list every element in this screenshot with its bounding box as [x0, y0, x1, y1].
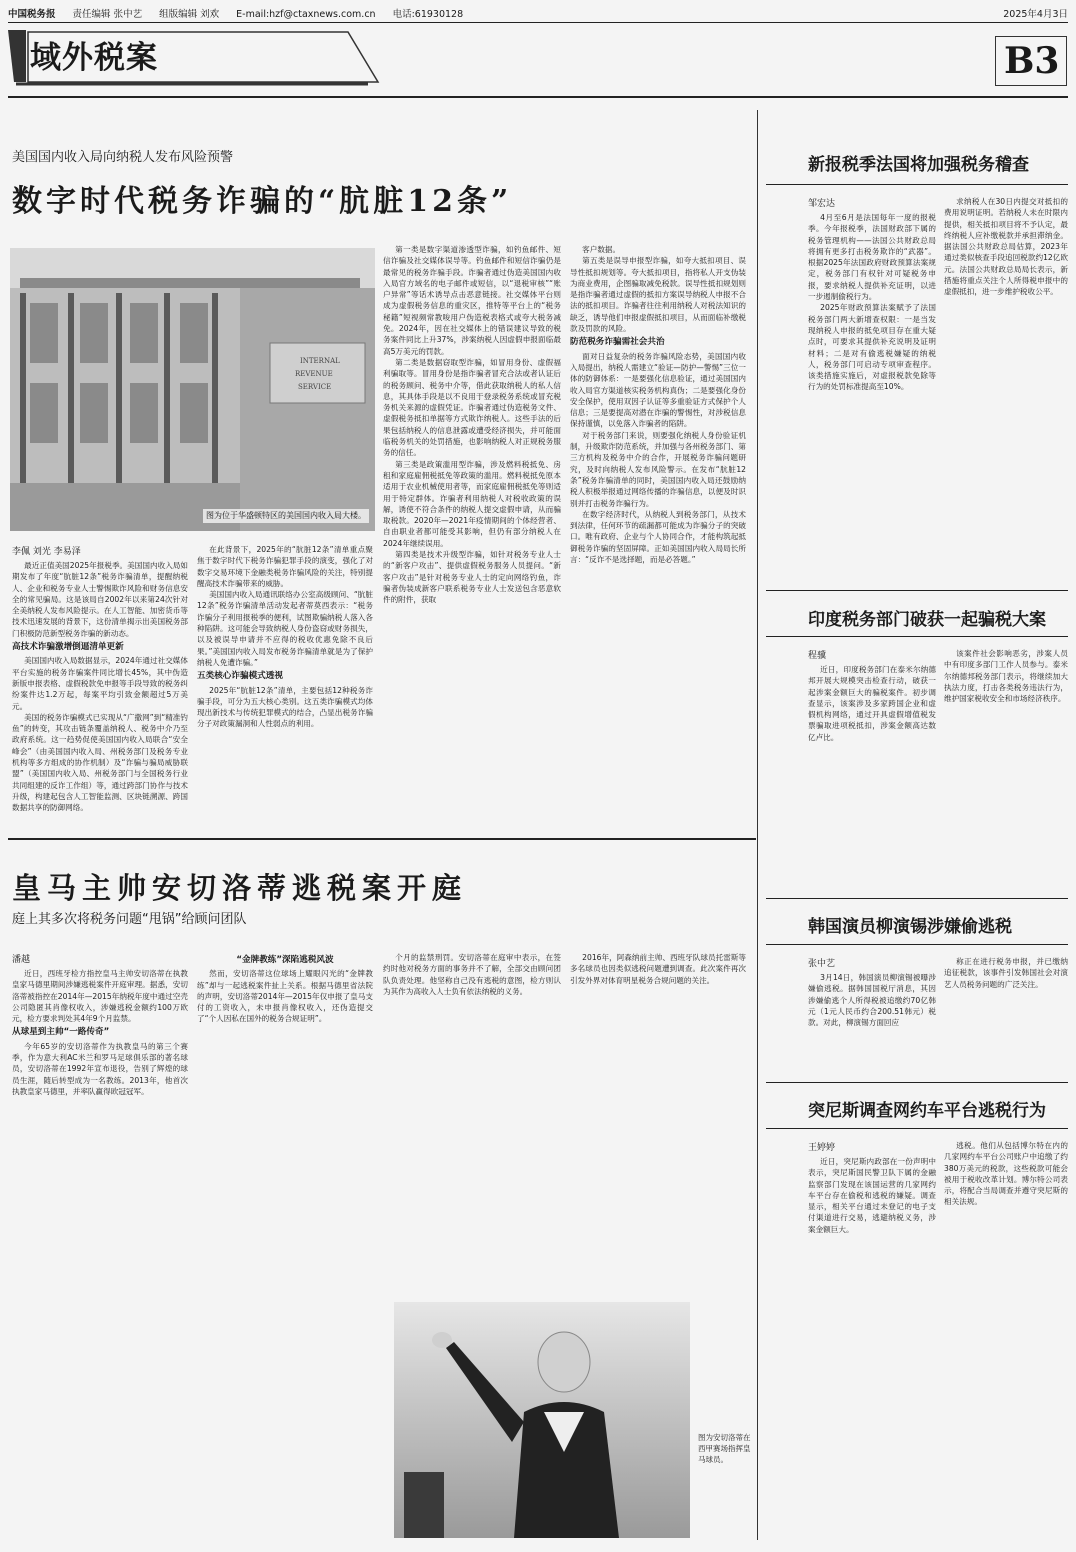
india-col-2: 该案件社会影响恶劣，涉案人员中有印度多部门工作人员参与。泰米尔纳德邦税务部门表示，将继续加大执法力度，打击各类税务违法行为，维护国家税收安全和市场经济秩序。 [944, 649, 1068, 704]
ancelotti-col-2: “金牌教练”深陷逃税风波 然而，安切洛蒂这位球场上耀眼闪光的“金牌教练”却与一起逃税案件扯上关系。根据马德里省法院的声明，安切洛蒂2014年—2015年仅申报了皇马支付的工资收入，未申报肖像权收入，还伪造提交了“个人因私在国外的税务合规证明”。 [197, 955, 373, 1024]
ancelotti-subhead-2: “金牌教练”深陷逃税风波 [236, 955, 334, 965]
france-headline: 新报税季法国将加强税务稽查 [808, 155, 1029, 175]
layout-credit: 组版编辑 刘欢 [159, 9, 220, 20]
lead-subhead-2: 五类核心诈骗模式透视 [197, 671, 283, 682]
ancelotti-photo-caption: 图为安切洛蒂在西甲赛场指挥皇马球员。 [698, 1433, 751, 1464]
lead-kicker: 美国国内收入局向纳税人发布风险预警 [12, 150, 234, 165]
lead-subhead-3: 防范税务诈骗需社会共治 [570, 337, 665, 348]
korea-col-1: 3月14日，韩国演员柳演锡被曝涉嫌偷逃税。据韩国国税厅消息，其因涉嫌偷逃个人所得税被追缴约70亿韩元（1元人民币约合200.51韩元）税款。对此，柳演锡方面回应 [808, 973, 936, 1028]
tunisia-headline: 突尼斯调查网约车平台逃税行为 [808, 1101, 1046, 1121]
masthead-bar [8, 6, 1068, 22]
lead-byline: 李佩 刘光 李易泽 [12, 547, 81, 557]
lead-col-3: 第一类是数字渠道渗透型诈骗，如钓鱼邮件、短信诈骗及社交媒体误导等。钓鱼邮件和短信诈骗仍是最常见的税务诈骗手段。诈骗者通过伪造美国国内收入局官方域名的电子邮件或短信，以“退税审核”“账户异常”等话术诱导点击恶意链接。社交媒体平台则成为虚假税务信息的重灾区，推特等平台上的“税务秘籍”短视频常教唆用户伪造税表格式或夸大税务减免。2024年，因在社交媒体上的错误建议导致的税务案件同比上升37%，涉案纳税人因虚假申报面临最高5万美元的罚款。 第二类是数据窃取型诈骗，如冒用身份、虚假福利骗取等。冒用身份是指诈骗者冒充合法或者认证后的税务顾问、税务中介等，借此获取纳税人的私人信息，其具体手段是以不良用于登录税务系统或冒充税务机关来源的虚假凭证。诈骗者通过伪造税务文件、虚假税务抵扣单据等方式欺诈纳税人。这些手法的后果包括纳税人的信息泄露或遭受经济损失，并可能面临税务机关的处罚措施，也影响纳税人对正规税务服务的信任。 第三类是政策滥用型诈骗，涉及燃料税抵免、房租和家庭雇佣税抵免等政策的滥用。燃料税抵免原本适用于农业机械使用者等，而家庭雇佣税抵免等则适用于特定群体。诈骗者利用纳税人对税收政策的误解，诱使不符合条件的纳税人提交虚假申请，从而骗取税款。2020年—2021年疫情期间的个体经营者、自由职业者都可能受其影响，但仍有部分纳税人在2024年继续误用。 第四类是技术升级型诈骗，如针对税务专业人士的“新客户攻击”、提供虚假税务服务人员提问。“新客户攻击”是针对税务专业人士的定向网络钓鱼，诈骗者伪装成新客户联系税务专业人士发送包含恶意软件的附件，获取 [383, 245, 561, 605]
lead-col-4: 客户数据。 第五类是误导申报型诈骗，如夸大抵扣项目、误导性抵扣规划等。夸大抵扣项目，指将私人开支伪装为商业费用，企图骗取减免税款。误导性抵扣规划则是指诈骗者通过虚假的抵扣方案误导纳税人申报不合法的抵扣项目。诈骗者往往利用纳税人对税法知识的缺乏，诱导他们申报虚假抵扣项目，从而面临补缴税款及罚款的风险。 防范税务诈骗需社会共治 面对日益复杂的税务诈骗风险态势，美国国内收入局提出，纳税人需建立“验证—防护—警惕”三位一体的防御体系：一是要强化信息验证，通过美国国内收入局官方渠道核实税务机构真伪；二是要强化身份安全保护，使用双因子认证等多重验证方式保护个人信息；三是要提高对潜在诈骗的警惕性，对涉税信息保持谨慎，以免落入诈骗者的陷阱。 对于税务部门来说，则要强化纳税人身份验证机制，升级欺诈防范系统，并加强与各州税务部门、第三方机构及税务中介的合作，开展税务诈骗问题研究，及时向纳税人发布风险警示。在发布“肮脏12条”税务诈骗清单的同时，美国国内收入局还鼓励纳税人积极举报通过网络传播的诈骗信息，以便及时识别并打击税务诈骗行为。 在数字经济时代，从纳税人到税务部门，从技术到法律，任何环节的疏漏都可能成为诈骗分子的突破口。唯有政府、企业与个人协同合作，才能构筑起抵御税务诈骗的坚固屏障。正如美国国内收入局局长所言：“反诈不是选择题，而是必答题。” [570, 245, 746, 565]
ancelotti-col-3: 个月的监禁刑罚。安切洛蒂在庭审中表示，在签约时他对税务方面的事务并不了解，全部交由顾问团队负责处理。他坚称自己没有逃税的意图，检方则认为其作为高收入人士负有依法纳税的义务。 [383, 953, 561, 996]
paper-name: 中国税务报 [8, 9, 56, 20]
india-col-1: 近日，印度税务部门在泰米尔纳德邦开展大规模突击检查行动，破获一起涉案金额巨大的骗税案件。初步调查显示，该案涉及多家跨国企业和虚假机构网络，通过开具虚假增值税发票骗取进项税抵扣，涉案金额高达数亿卢比。 [808, 665, 936, 742]
france-col-2: 求纳税人在30日内提交对抵扣的费用说明证明。若纳税人未在时限内提供，相关抵扣项目将不予认定，最终纳税人应补缴税款并承担滞纳金。据法国公共财政总局估算，2023年通过类似核查手段追回税款约12亿欧元。法国公共财政总局局长表示，新措施将重点关注个人所得税申报中的虚假抵扣，进一步维护税收公平。 [944, 197, 1068, 297]
tunisia-col-2: 逃税。他们从包括博尔特在内的几家网约车平台公司账户中追缴了约380万美元的税款，这些税款可能会被用于税收改革计划。博尔特公司表示，将配合当局调查并遵守突尼斯的相关法规。 [944, 1141, 1068, 1207]
ancelotti-subhead: 庭上其多次将税务问题“甩锅”给顾问团队 [12, 912, 247, 927]
ancelotti-byline: 潘越 [12, 955, 31, 965]
france-col-1: 4月至6月是法国每年一度的报税季。今年报税季，法国财政部下属的税务管理机构——法国公共财政总局将拥有更多打击税务欺诈的“武器”。根据2025年法国政府财政预算法案规定，税务部门有权针对可疑税务申报，要求纳税人提供补充证明，以进一步遏制偷税行为。 2025年财政预算法案赋予了法国税务部门两大新增查权限：一是当发现纳税人申报的抵免项目存在重大疑点时，可要求其提供补充说明及证明材料；二是对有偷逃税嫌疑的纳税人，税务部门可启动专项审查程序。该类措施实施后，对虚报税款免除等行为的处罚标准提高至10%。 [808, 213, 936, 392]
lead-col-2: 在此背景下，2025年的“肮脏12条”清单重点聚焦于数字时代下税务诈骗犯罪手段的演变，强化了对数字交易环境下金融类税务诈骗风险的关注，特别提醒高技术诈骗带来的威胁。 美国国内收入局通讯联络办公室高级顾问、“肮脏12条”税务诈骗清单活动发起者蒂莫西表示：“税务诈骗分子利用报税季的便利，试图欺骗纳税人落入各种陷阱。这可能会导致纳税人身份盗窃或财务损失，以及被误导申请并不应得的税收优惠免除不良后果。”美国国内收入局发布税务诈骗清单就是为了保护纳税人免遭诈骗。” 五类核心诈骗模式透视 2025年“肮脏12条”清单，主要包括12种税务诈骗手段，可分为五大核心类别。这五类诈骗模式均体现出新技术与传统犯罪模式的结合，凸显出税务诈骗分子对政策漏洞和人性弱点的利用。 [197, 545, 373, 729]
india-headline: 印度税务部门破获一起骗税大案 [808, 610, 1046, 630]
svg-text:INTERNAL: INTERNAL [300, 357, 340, 365]
tunisia-col-1: 近日，突尼斯内政部在一份声明中表示，突尼斯国民警卫队下属的金融监察部门发现在该国运营的几家网约车平台存在偷税和逃税的嫌疑。调查显示，相关平台通过未登记的电子支付渠道进行交易，逃避纳税义务，涉案金额巨大。 [808, 1157, 936, 1234]
tunisia-byline: 王婷婷 [808, 1143, 836, 1153]
ancelotti-subhead-1: 从球星到主帅“一路传奇” [12, 1027, 110, 1038]
ancelotti-headline: 皇马主帅安切洛蒂逃税案开庭 [12, 871, 468, 905]
page-code: B3 [1004, 40, 1060, 82]
korea-byline: 张中艺 [808, 959, 836, 969]
lead-headline: 数字时代税务诈骗的“肮脏12条” [12, 184, 513, 219]
lead-subhead-1: 高技术诈骗激增倒逼清单更新 [12, 642, 124, 653]
ancelotti-col-4: 2016年，阿森纳前主帅、西班牙队球员托雷斯等多名球员也因类似逃税问题遭到调查。此次案件再次引发外界对体育明星税务合规问题的关注。 [570, 953, 746, 985]
contact-phone: 电话:61930128 [392, 9, 464, 20]
korea-col-2: 称正在进行税务申报，并已缴纳追征税款，该事件引发韩国社会对演艺人员税务问题的广泛关注。 [944, 957, 1068, 989]
irs-building-photo [10, 248, 375, 531]
lead-photo-caption: 图为位于华盛顿特区的美国国内收入局大楼。 [203, 509, 369, 523]
ancelotti-col-1: 近日，西班牙检方指控皇马主帅安切洛蒂在执教皇家马德里期间涉嫌逃税案件开庭审理。据悉，安切洛蒂被指控在2014年—2015年纳税年度中通过空壳公司隐匿其肖像权收入，涉嫌逃税金额约100万欧元，检方要求判处其4年9个月监禁。 从球星到主帅“一路传奇” 今年65岁的安切洛蒂作为执教皇马的第三个赛季，作为意大利AC米兰和罗马足球俱乐部的著名球员，安切洛蒂在1992年宣布退役，告别了辉煌的球员生涯，随后转型成为一名教练。2013年，他首次执教皇家马德里，并率队赢得欧冠冠军。 [12, 969, 188, 1096]
section-title: 域外税案 [30, 40, 158, 76]
svg-text:REVENUE: REVENUE [295, 370, 333, 378]
contact-email: E-mail:hzf@ctaxnews.com.cn [236, 9, 376, 20]
france-byline: 邹宏达 [808, 199, 836, 209]
ancelotti-photo [394, 1302, 690, 1538]
india-byline: 程骥 [808, 651, 827, 661]
korea-headline: 韩国演员柳演锡涉嫌偷逃税 [808, 917, 1012, 937]
lead-col-1: 最近正值美国2025年报税季。美国国内收入局如期发布了年度“肮脏12条”税务诈骗清单，提醒纳税人、企业和税务专业人士警惕欺诈风险和财务信息安全的常见骗局。这是该局自2002年以来第24次针对全美纳税人发布风险提示。在人工智能、加密货币等技术迅速发展的背景下，这份清单揭示出美国税务部门积极防范新型税务诈骗的新动态。 高技术诈骗激增倒逼清单更新 美国国内收入局数据显示，2024年通过社交媒体平台实施的税务诈骗案件同比增长45%，其中伪造新版申报表格、虚假税款免申报等手段导致的税务纠纷案件达1.2万起，每案平均引致金额超过5万美元。 美国的税务诈骗模式已实现从“广撒网”到“精准钓鱼”的转变，其攻击链条覆盖纳税人、税务中介乃至政府系统。这一趋势促使美国国内收入局联合“安全峰会”（由美国国内收入局、州税务部门及税务专业机构等多方组成的协作机制）及“诈骗与骗局威胁联盟”（美国国内收入局、州税务部门与全国税务行业共同组建的反诈工作组）等，通过跨部门协作与技术升级，构建起包含人工智能监测、区块链溯源、跨国数据共享的防御网络。 [12, 561, 188, 813]
svg-text:SERVICE: SERVICE [298, 383, 332, 391]
issue-date: 2025年4月3日 [1003, 9, 1068, 20]
editor-credit: 责任编辑 张中艺 [72, 9, 143, 20]
